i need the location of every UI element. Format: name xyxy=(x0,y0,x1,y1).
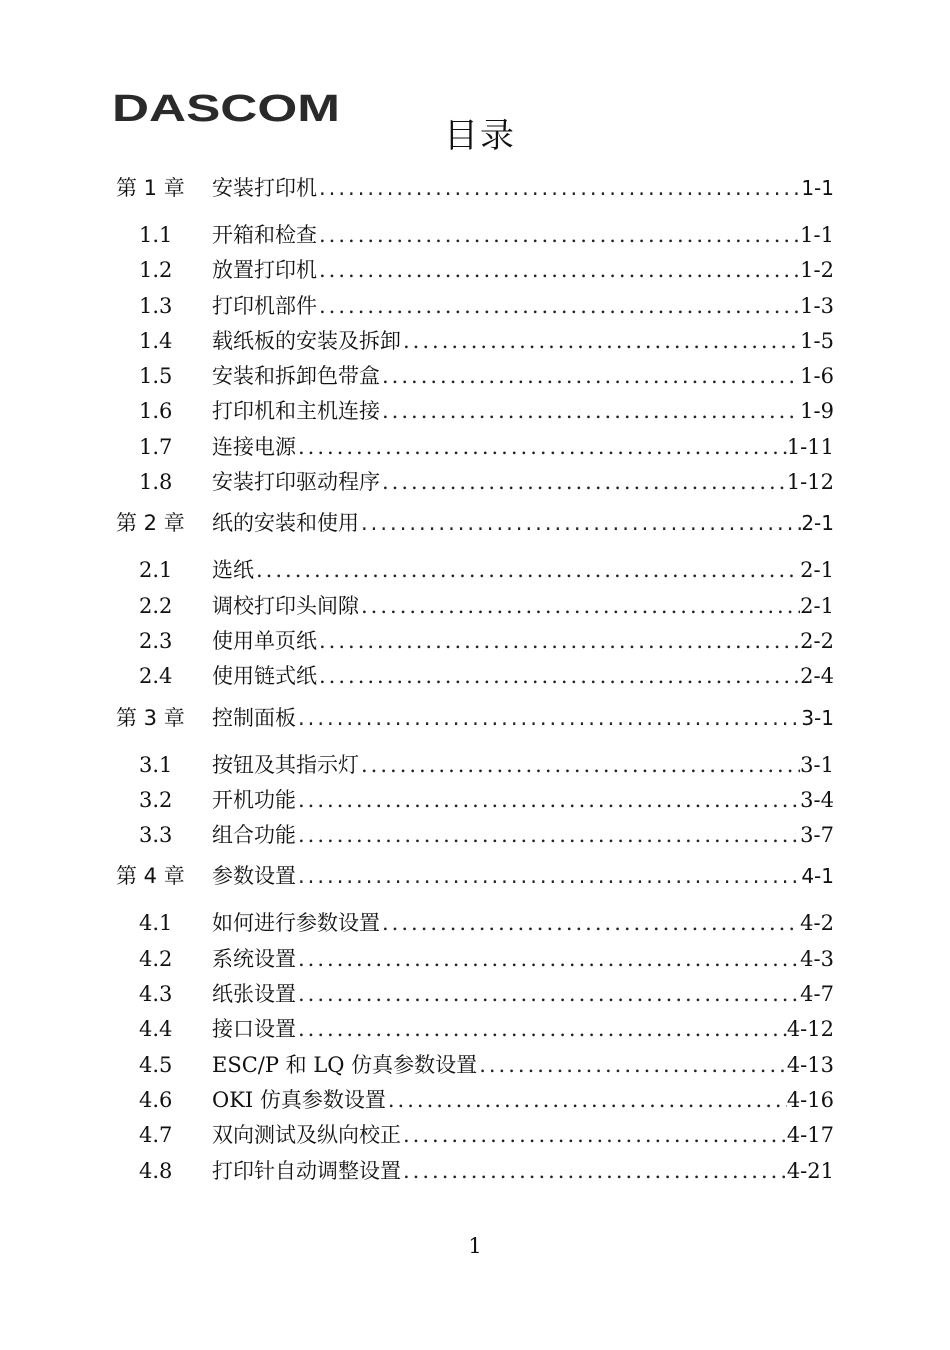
toc-entry-title: 打印针自动调整设置 xyxy=(212,1158,401,1183)
toc-chapter-entry[interactable] xyxy=(116,507,834,548)
toc-entry-page: 2-1 xyxy=(800,558,834,583)
toc-entry-number: 4.2 xyxy=(139,946,173,971)
dot-leader xyxy=(380,364,800,388)
toc-entry-page: 3-1 xyxy=(801,705,834,730)
dot-leader xyxy=(317,176,801,200)
page-title: 目录 xyxy=(444,116,516,156)
dot-leader xyxy=(386,1088,787,1112)
toc-entry-number: 3.3 xyxy=(139,823,173,848)
toc-section-entry[interactable] xyxy=(116,325,834,360)
toc-entry-page: 1-5 xyxy=(800,328,834,353)
toc-section-entry[interactable] xyxy=(116,1155,834,1190)
toc-entry-title: 安装打印驱动程序 xyxy=(212,470,380,495)
toc-entry-number: 2.3 xyxy=(139,628,173,653)
toc-section-entry[interactable] xyxy=(116,749,834,784)
toc-entry-page: 1-6 xyxy=(800,364,834,389)
dot-leader xyxy=(317,258,800,282)
dot-leader xyxy=(401,1159,787,1183)
toc-entry-page: 4-16 xyxy=(786,1087,834,1112)
toc-entry-title: 载纸板的安装及拆卸 xyxy=(212,328,401,353)
dot-leader xyxy=(359,511,801,535)
dot-leader xyxy=(317,664,800,688)
toc-section-entry[interactable] xyxy=(116,660,834,695)
toc-entry-number: 第 2 章 xyxy=(116,511,185,536)
toc-entry-page: 1-12 xyxy=(786,470,834,495)
toc-entry-title: 系统设置 xyxy=(212,946,296,971)
toc-entry-title: 开机功能 xyxy=(212,787,296,812)
dot-leader xyxy=(380,470,787,494)
toc-entry-number: 4.1 xyxy=(139,911,173,936)
toc-entry-page: 1-3 xyxy=(800,293,834,318)
toc-entry-number: 1.4 xyxy=(139,328,173,353)
toc-entry-page: 2-4 xyxy=(800,664,834,689)
dot-leader xyxy=(359,753,800,777)
toc-section-entry[interactable] xyxy=(116,625,834,660)
toc-entry-page: 4-17 xyxy=(786,1123,834,1148)
toc-entry-number: 4.5 xyxy=(139,1052,173,1077)
toc-entry-title: 接口设置 xyxy=(212,1017,296,1042)
toc-section-entry[interactable] xyxy=(116,219,834,254)
toc-entry-title: 安装和拆卸色带盒 xyxy=(212,364,380,389)
toc-section-entry[interactable] xyxy=(116,254,834,289)
dot-leader xyxy=(296,982,800,1006)
toc-entry-title: 如何进行参数设置 xyxy=(212,911,380,936)
toc-entry-number: 4.4 xyxy=(139,1017,173,1042)
toc-entry-number: 2.1 xyxy=(139,558,173,583)
toc-section-entry[interactable] xyxy=(116,554,834,589)
toc-entry-page: 1-1 xyxy=(801,176,834,200)
table-of-contents xyxy=(116,172,834,1190)
dot-leader xyxy=(254,558,800,582)
toc-entry-page: 1-1 xyxy=(800,223,834,247)
toc-entry-title: 安装打印机 xyxy=(212,176,317,200)
toc-entry-number: 3.2 xyxy=(139,787,173,812)
toc-section-entry[interactable] xyxy=(116,784,834,819)
toc-entry-title: 参数设置 xyxy=(212,864,296,889)
toc-entry-number: 1.5 xyxy=(139,364,173,389)
toc-chapter-entry[interactable] xyxy=(116,860,834,901)
toc-entry-page: 4-1 xyxy=(801,864,834,889)
toc-entry-title: 开箱和检查 xyxy=(212,223,317,247)
dot-leader xyxy=(296,947,800,971)
toc-section-entry[interactable] xyxy=(116,466,834,501)
toc-entry-number: 4.6 xyxy=(139,1087,173,1112)
toc-entry-number: 1.1 xyxy=(139,223,173,247)
toc-section-entry[interactable] xyxy=(116,943,834,978)
toc-entry-number: 1.7 xyxy=(139,434,173,459)
toc-entry-number: 3.1 xyxy=(139,752,173,777)
toc-entry-title: 纸张设置 xyxy=(212,982,296,1007)
toc-entry-number: 2.2 xyxy=(139,593,173,618)
toc-entry-number: 第 4 章 xyxy=(116,864,185,889)
toc-section-entry[interactable] xyxy=(116,395,834,430)
toc-entry-page: 4-2 xyxy=(800,911,834,936)
toc-section-entry[interactable] xyxy=(116,590,834,625)
toc-entry-number: 第 3 章 xyxy=(116,705,185,730)
dot-leader xyxy=(296,864,801,888)
toc-entry-title: 调校打印头间隙 xyxy=(212,593,359,618)
toc-entry-title: 使用链式纸 xyxy=(212,664,317,689)
toc-entry-number: 1.8 xyxy=(139,470,173,495)
toc-entry-title: 连接电源 xyxy=(212,434,296,459)
toc-entry-number: 2.4 xyxy=(139,664,173,689)
toc-entry-page: 2-2 xyxy=(800,628,834,653)
toc-entry-title: 打印机部件 xyxy=(212,293,317,318)
toc-chapter-entry[interactable] xyxy=(116,702,834,743)
toc-entry-page: 1-11 xyxy=(786,434,834,459)
dot-leader xyxy=(380,911,800,935)
toc-entry-page: 4-7 xyxy=(800,982,834,1007)
dot-leader xyxy=(401,329,800,353)
toc-entry-page: 4-12 xyxy=(786,1017,834,1042)
toc-section-entry[interactable] xyxy=(116,1013,834,1048)
dot-leader xyxy=(296,823,800,847)
svg-text:DASCOM: DASCOM xyxy=(112,90,340,124)
toc-section-entry[interactable] xyxy=(116,1049,834,1084)
toc-section-entry[interactable] xyxy=(116,360,834,395)
toc-entry-number: 4.3 xyxy=(139,982,173,1007)
toc-entry-page: 4-13 xyxy=(786,1052,834,1077)
toc-entry-page: 2-1 xyxy=(800,593,834,618)
toc-chapter-entry[interactable] xyxy=(116,172,834,213)
dot-leader xyxy=(401,1123,787,1147)
toc-section-entry[interactable] xyxy=(116,978,834,1013)
dot-leader xyxy=(296,706,801,730)
toc-section-entry[interactable] xyxy=(116,907,834,942)
toc-entry-title: 纸的安装和使用 xyxy=(212,511,359,536)
dot-leader xyxy=(359,594,800,618)
toc-entry-page: 2-1 xyxy=(801,511,834,536)
dot-leader xyxy=(296,1017,787,1041)
page-number: 1 xyxy=(468,1234,482,1258)
toc-entry-number: 1.2 xyxy=(139,258,173,283)
toc-entry-page: 3-7 xyxy=(800,823,834,848)
toc-entry-title: 双向测试及纵向校正 xyxy=(212,1123,401,1148)
toc-entry-page: 4-3 xyxy=(800,946,834,971)
toc-entry-number: 1.3 xyxy=(139,293,173,318)
toc-entry-number: 1.6 xyxy=(139,399,173,424)
toc-entry-title: 打印机和主机连接 xyxy=(212,399,380,424)
toc-entry-page: 3-1 xyxy=(800,752,834,777)
toc-entry-number: 4.8 xyxy=(139,1158,173,1183)
toc-entry-title: OKI 仿真参数设置 xyxy=(212,1087,386,1112)
toc-entry-page: 1-2 xyxy=(800,258,834,283)
toc-entry-page: 1-9 xyxy=(800,399,834,424)
toc-entry-title: 放置打印机 xyxy=(212,258,317,283)
toc-section-entry[interactable] xyxy=(116,1084,834,1119)
dot-leader xyxy=(317,294,800,318)
toc-entry-title: 按钮及其指示灯 xyxy=(212,752,359,777)
toc-section-entry[interactable] xyxy=(116,290,834,325)
toc-entry-title: ESC/P 和 LQ 仿真参数设置 xyxy=(212,1052,478,1077)
toc-section-entry[interactable] xyxy=(116,819,834,854)
toc-entry-title: 选纸 xyxy=(212,558,254,583)
toc-entry-title: 组合功能 xyxy=(212,823,296,848)
dot-leader xyxy=(380,399,800,423)
toc-entry-page: 4-21 xyxy=(786,1158,834,1183)
dot-leader xyxy=(296,788,800,812)
toc-entry-page: 3-4 xyxy=(800,787,834,812)
dot-leader xyxy=(317,223,800,247)
toc-entry-number: 4.7 xyxy=(139,1123,173,1148)
toc-section-entry[interactable] xyxy=(116,1119,834,1154)
toc-entry-title: 使用单页纸 xyxy=(212,628,317,653)
dot-leader xyxy=(477,1053,787,1077)
toc-entry-title: 控制面板 xyxy=(212,705,296,730)
toc-entry-number: 第 1 章 xyxy=(116,176,185,200)
dot-leader xyxy=(317,629,800,653)
toc-section-entry[interactable] xyxy=(116,431,834,466)
dot-leader xyxy=(296,435,787,459)
